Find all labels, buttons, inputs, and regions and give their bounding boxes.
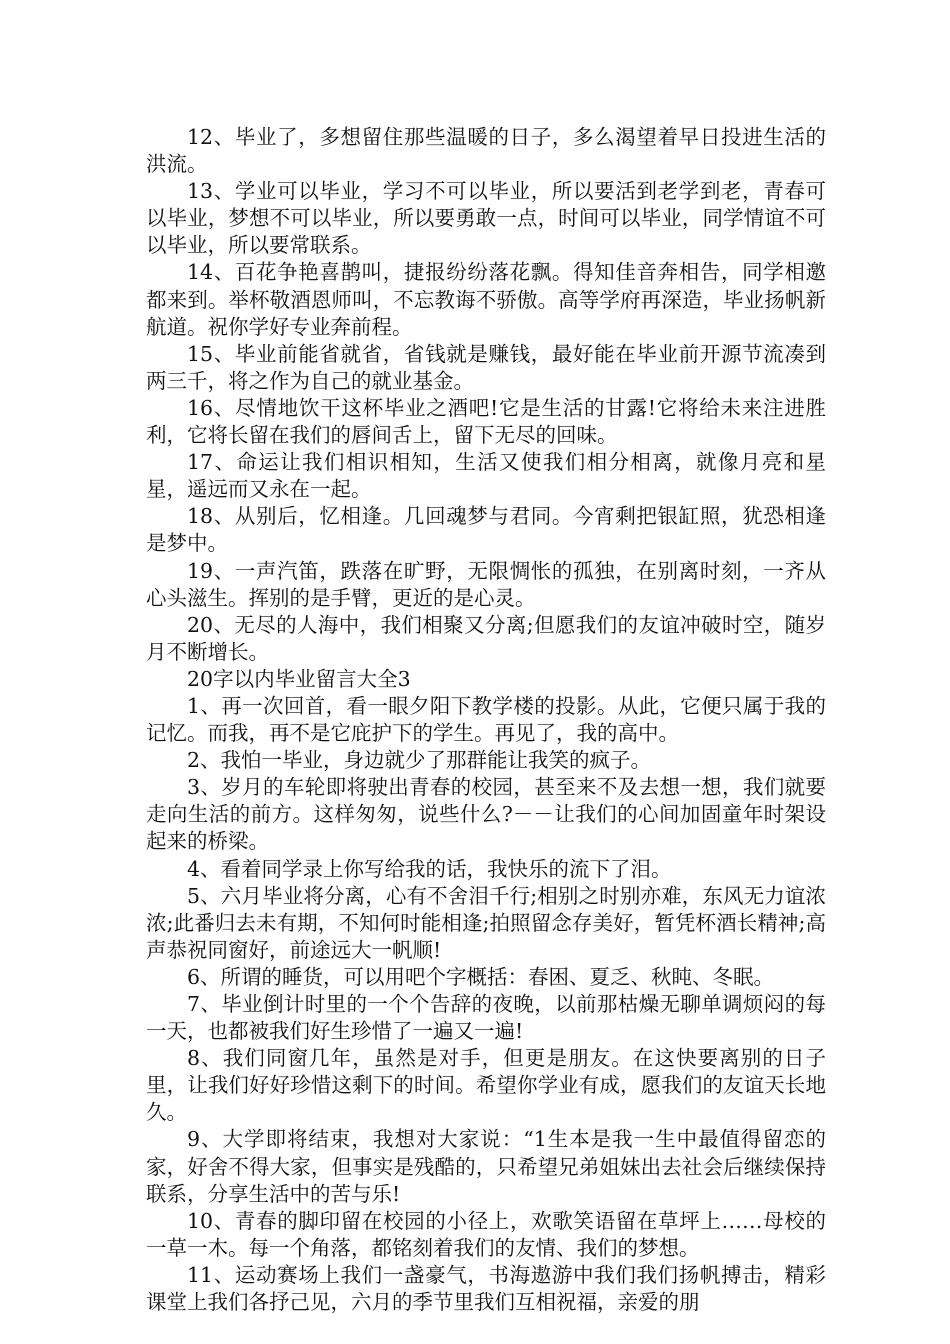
paragraph-3: 3、岁月的车轮即将驶出青春的校园，甚至来不及去想一想，我们就要走向生活的前方。这样匆匆，说些什么?－－让我们的心间加固童年时架设起来的桥梁。 <box>146 775 826 854</box>
paragraph-2: 2、我怕一毕业，身边就少了那群能让我笑的疯子。 <box>187 748 652 773</box>
document-body <box>146 124 826 1316</box>
paragraph-9: 9、大学即将结束，我想对大家说：“1生本是我一生中最值得留恋的家，好舍不得大家，但事实是残酷的，只希望兄弟姐妹出去社会后继续保持联系，分享生活中的苦与乐! <box>146 1127 826 1206</box>
paragraph-19: 19、一声汽笛，跌落在旷野，无限惆怅的孤独，在别离时刻，一齐从心头滋生。挥别的是手臂，更近的是心灵。 <box>146 558 826 610</box>
paragraph-8: 8、我们同窗几年，虽然是对手，但更是朋友。在这快要离别的日子里，让我们好好珍惜这剩下的时间。希望你学业有成，愿我们的友谊天长地久。 <box>146 1046 826 1125</box>
paragraph-7: 7、毕业倒计时里的一个个告辞的夜晚，以前那枯燥无聊单调烦闷的每一天，也都被我们好生珍惜了一遍又一遍! <box>146 992 826 1044</box>
paragraph-16: 16、尽情地饮干这杯毕业之酒吧!它是生活的甘露!它将给未来注进胜利，它将长留在我们的唇间舌上，留下无尽的回味。 <box>146 395 826 448</box>
paragraph-6: 6、所谓的睡货，可以用吧个字概括：春困、夏乏、秋盹、冬眠。 <box>187 964 775 989</box>
paragraph-1: 1、再一次回首，看一眼夕阳下教学楼的投影。从此，它便只属于我的记忆。而我，再不是它庇护下的学生。再见了，我的高中。 <box>146 693 826 746</box>
paragraph-10: 10、青春的脚印留在校园的小径上，欢歌笑语留在草坪上……母校的一草一木。每一个角落，都铭刻着我们的友情、我们的梦想。 <box>146 1208 826 1260</box>
paragraph-13: 13、学业可以毕业，学习不可以毕业，所以要活到老学到老，青春可以毕业，梦想不可以毕业，所以要勇敢一点，时间可以毕业，同学情谊不可以毕业，所以要常联系。 <box>146 179 826 258</box>
section-heading: 20字以内毕业留言大全3 <box>187 666 411 691</box>
paragraph-4: 4、看着同学录上你写给我的话，我快乐的流下了泪。 <box>187 856 672 881</box>
paragraph-15: 15、毕业前能省就省，省钱就是赚钱，最好能在毕业前开源节流凑到两三千，将之作为自己的就业基金。 <box>146 341 826 393</box>
paragraph-18: 18、从别后，忆相逢。几回魂梦与君同。今宵剩把银缸照，犹恐相逢是梦中。 <box>146 504 826 556</box>
paragraph-5: 5、六月毕业将分离，心有不舍泪千行;相别之时别亦难，东风无力谊浓浓;此番归去未有期，不知何时能相逢;拍照留念存美好，暂凭杯酒长精神;高声恭祝同窗好，前途远大一帆顺! <box>146 883 826 962</box>
paragraph-17: 17、命运让我们相识相知，生活又使我们相分相离，就像月亮和星星，遥远而又永在一起。 <box>146 450 826 502</box>
paragraph-20: 20、无尽的人海中，我们相聚又分离;但愿我们的友谊冲破时空，随岁月不断增长。 <box>146 612 826 664</box>
paragraph-12: 12、毕业了，多想留住那些温暖的日子，多么渴望着早日投进生活的洪流。 <box>146 125 826 177</box>
paragraph-11: 11、运动赛场上我们一盏豪气，书海遨游中我们我们扬帆搏击，精彩课堂上我们各抒己见，六月的季节里我们互相祝福，亲爱的朋 <box>146 1262 826 1315</box>
paragraph-14: 14、百花争艳喜鹊叫，捷报纷纷落花飘。得知佳音奔相告，同学相邀都来到。举杯敬酒恩师叫，不忘教诲不骄傲。高等学府再深造，毕业扬帆新航道。祝你学好专业奔前程。 <box>146 260 826 339</box>
